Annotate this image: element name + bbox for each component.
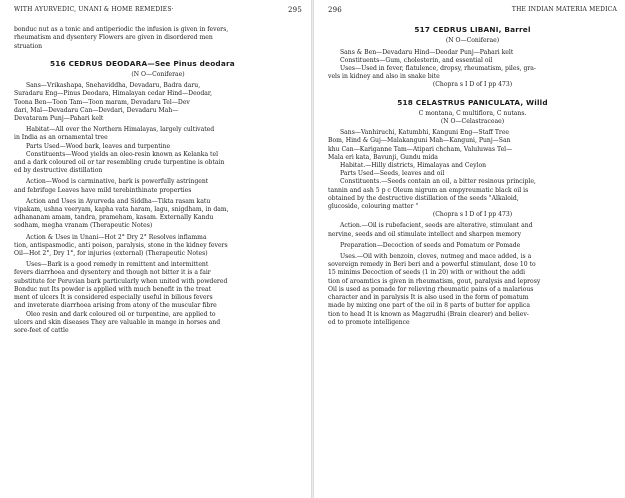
- text-line: Uses—Bark is a good remedy in remittent and intermittent: [26, 261, 209, 269]
- text-line: tion, antispasmodic, anti poison, paralysis, stone in the kidney fevers: [14, 241, 228, 249]
- left-page: [0, 0, 312, 498]
- text-line: ed to promote intelligence: [328, 318, 410, 326]
- text-line: sovereign remedy in Beri beri and a powerful stimulant, dose 10 to: [328, 261, 536, 269]
- text-line: tannin and ash 5 p c Oleum nigrum an empyreumatic black oil is: [328, 186, 529, 194]
- text-line: Oil—Hot 2°, Dry 1°, for injuries (external) (Therapeutic Notes): [14, 250, 208, 258]
- text-line: tion of aroamtics is given in rheumatism, gout, paralysis and leprosy: [328, 277, 541, 285]
- right-page: [314, 0, 625, 498]
- text-line: vipakam, ushna veeryam, kapha vata haram, lagu, snigdham, in dam,: [14, 206, 229, 214]
- right-running-head: [328, 6, 617, 14]
- citation: (Chopra s I D of I pp 473): [432, 211, 513, 219]
- text-line: ment of ulcers It is considered especially useful in bilious fevers: [14, 294, 213, 302]
- carry-over-line: struation: [14, 42, 43, 50]
- text-line: Sans—Vanhiruchi, Katumbhi, Kanguni Eng—Staff Tree: [340, 129, 510, 137]
- text-line: adhananam amam, tandra, prameham, kasam. Externally Kandu: [14, 214, 214, 222]
- text-line: Bonduc nut Its powder is applied with much benefit in the treat: [14, 285, 212, 293]
- left-page-number: 295: [288, 6, 302, 14]
- text-line: glucoside, colouring matter ": [328, 203, 419, 211]
- left-running-head: [14, 6, 302, 14]
- text-line: Action & Uses in Unani—Hot 2° Dry 2° Resolves inflamma: [26, 233, 207, 241]
- text-line: vels in kidney and also in snake bite: [328, 73, 440, 81]
- entry-518-synonyms: C montana, C multiflora, C nutans.: [418, 109, 527, 117]
- text-line: Uses.—Oil with benzoin, cloves, nutmeg and mace added, is a: [340, 253, 532, 261]
- text-line: ed by destructive distillation: [14, 167, 103, 175]
- text-line: Action—Wood is carminative, bark is powerfully astringent: [26, 178, 209, 186]
- text-line: 15 minims Decoction of seeds (1 in 20) with or without the addi: [328, 269, 526, 277]
- carry-over-line: rheumatism and dysentery Flowers are given in disordered men: [14, 34, 213, 42]
- text-line: nervine, seeds and oil stimulate intellect and sharpen memory: [328, 230, 522, 238]
- text-line: Toona Ben—Toon Tam—Toon maram, Devadaru Tel—Dev: [14, 98, 190, 106]
- entry-516-title: 516 CEDRUS DEODARA—See Pinus deodara: [50, 58, 235, 68]
- text-line: obtained by the destructive distillation of the seeds "Alkaloid,: [328, 194, 519, 202]
- text-line: Preparation—Decoction of seeds and Pomatum or Pomade: [340, 241, 521, 249]
- text-line: Constituents—Wood yields an oleo-resin known as Kelanka tel: [26, 150, 219, 158]
- text-line: Oleo resin and dark coloured oil or turpentine, are applied to: [26, 310, 216, 318]
- text-line: Habitat.—Hilly districts, Himalayas and Ceylon: [340, 162, 487, 170]
- text-line: made by mixing one part of the oil in 8 parts of butter for applica: [328, 302, 531, 310]
- text-line: substitute for Peruvian bark particularly when united with powdered: [14, 277, 228, 285]
- text-line: dari, Mal—Devadaru Can—Devdari, Devadaru Mah—: [14, 106, 179, 114]
- carry-over-line: bonduc nut as a tonic and antiperiodic the infusion is given in fevers,: [14, 26, 229, 34]
- entry-516-order: (N O—Coniferae): [131, 71, 185, 79]
- entry-518-title: 518 CELASTRUS PANICULATA, Willd: [397, 97, 548, 107]
- entry-517-order: (N O—Coniferae): [445, 37, 500, 45]
- text-line: and febrifuge Leaves have mild terebinthinate properties: [14, 186, 192, 194]
- text-line: Mala eri kata, Bavunji, Gundu mida: [328, 153, 438, 161]
- entry-517-title: 517 CEDRUS LIBANI, Barrel: [414, 25, 531, 35]
- entry-518-order: (N O—Celastraceae): [440, 118, 505, 126]
- text-line: Oil is used as pomade for relieving rheumatic pains of a malarious: [328, 285, 534, 293]
- text-line: sodham, megha vranam (Therapeutic Notes): [14, 222, 153, 230]
- text-line: Habitat—All over the Northern Himalayas, largely cultivated: [26, 126, 215, 134]
- text-line: fevers diarrhoea and dysentery and though not bitter it is a fair: [14, 269, 211, 277]
- right-running-head-text: THE INDIAN MATERIA MEDICA: [511, 6, 617, 13]
- text-line: in India as an ornamental tree: [14, 134, 108, 142]
- text-line: Suradaru Eng—Pinus Deodara, Himalayan cedar Hind—Deodar,: [14, 90, 213, 98]
- text-line: Uses—Used in fever, flatulence, dropsy, rheumatism, piles, gra-: [340, 65, 536, 73]
- left-running-head-text: WITH AYURVEDIC, UNANI & HOME REMEDIES·: [14, 6, 174, 13]
- right-page-number: 296: [328, 6, 342, 14]
- text-line: Parts Used—Wood bark, leaves and turpentine: [26, 142, 171, 150]
- citation: (Chopra s I D of I pp 473): [432, 81, 513, 89]
- text-line: Bom, Hind & Guj—Malakanguni Mah—Kanguni, Punj—San: [328, 137, 511, 145]
- text-line: sore-feet of cattle: [14, 326, 69, 334]
- text-line: ulcers and skin diseases They are valuable in mange in horses and: [14, 318, 221, 326]
- text-line: Sans—Vrikashapa, Snehaviddha, Devadaru, Badra daru,: [26, 82, 201, 90]
- text-line: tion to head It is known as Magzrudhi (Brain clearer) and believ-: [328, 310, 529, 318]
- text-line: Devataram Punj—Pahari kelt: [14, 115, 104, 123]
- text-line: Action.—Oil is rubefacient, seeds are alterative, stimulant and: [340, 222, 533, 230]
- text-line: character and in paralysis It is also used in the form of pomatum: [328, 294, 529, 302]
- text-line: and a dark coloured oil or tar resembling crude turpentine is obtain: [14, 159, 225, 167]
- text-line: Constituents—Gum, cholesterin, and essential oil: [340, 56, 493, 64]
- text-line: khu Can—Kariganne Tam—Atipari chcham, Valuluwas Tel—: [328, 145, 513, 153]
- text-line: and inveterate diarrhoea arising from atony of the muscular fibre: [14, 302, 217, 310]
- text-line: Sans & Ben—Devadaru Hind—Deodar Punj—Pahari kelt: [340, 48, 514, 56]
- text-line: Parts Used—Seeds, leaves and oil: [340, 170, 445, 178]
- text-line: Constituents.—Seeds contain an oil, a bitter resinous principle,: [340, 178, 536, 186]
- text-line: Action and Uses in Ayurveda and Siddha—Tikta rasam katu: [26, 197, 211, 205]
